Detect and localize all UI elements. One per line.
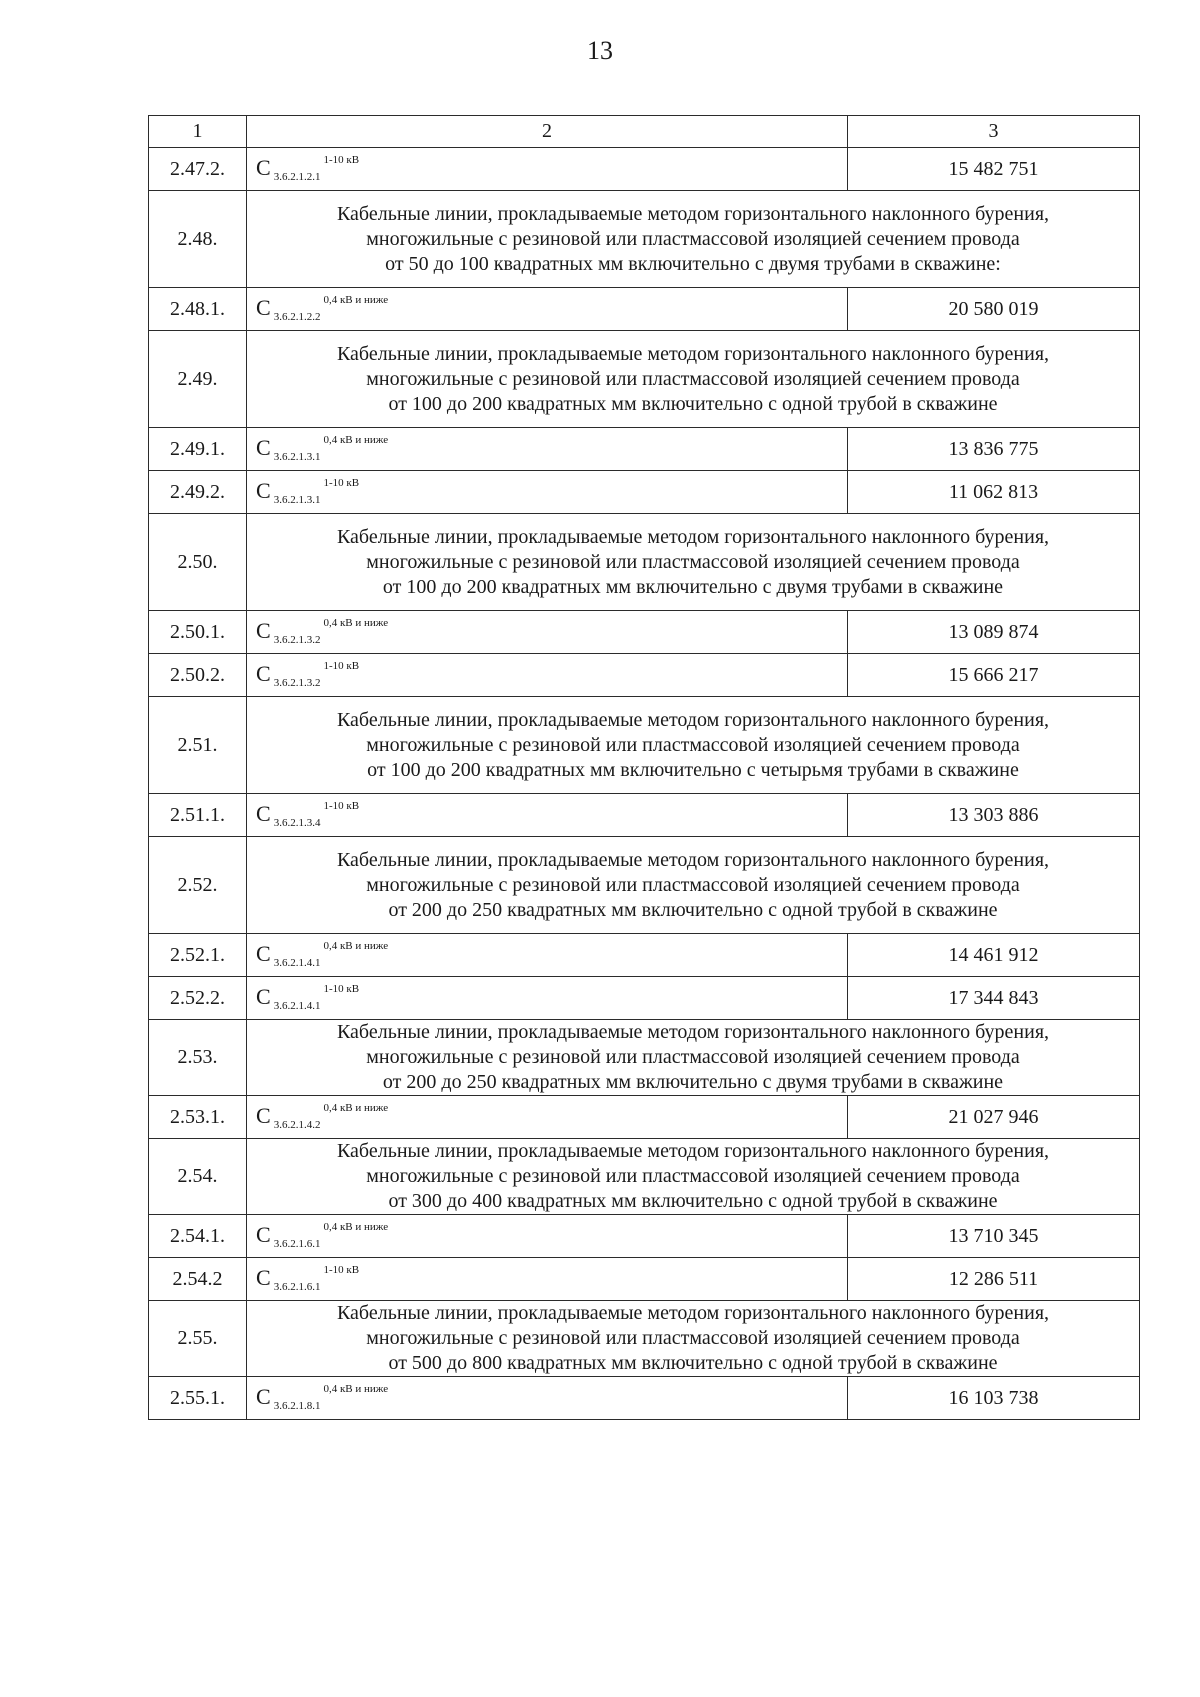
table-row xyxy=(149,1215,1140,1258)
rate-symbol: C xyxy=(256,1222,271,1247)
header-col-1: 1 xyxy=(149,116,247,148)
rate-code xyxy=(247,654,848,697)
section-description xyxy=(247,837,1140,934)
row-number: 2.49.2. xyxy=(149,471,247,514)
description-line: Кабельные линии, прокладываемые методом горизонтального наклонного бурения, xyxy=(336,1140,1050,1162)
rate-symbol: C xyxy=(256,941,271,966)
rate-code-index: 3.6.2.1.6.1 xyxy=(273,1281,321,1293)
rate-code-index: 3.6.2.1.4.1 xyxy=(273,1000,321,1012)
rate-code xyxy=(247,1096,848,1139)
description-line: от 200 до 250 квадратных мм включительно с двумя трубами в скважине xyxy=(382,1071,1004,1093)
description-line: многожильные с резиновой или пластмассовой изоляцией сечением провода xyxy=(366,733,1020,756)
description-line: от 100 до 200 квадратных мм включительно с одной трубой в скважине xyxy=(388,392,998,415)
section-row xyxy=(149,1139,1140,1215)
row-number: 2.48.1. xyxy=(149,288,247,331)
rate-code xyxy=(247,148,848,191)
row-number: 2.51.1. xyxy=(149,794,247,837)
rate-code-index: 3.6.2.1.8.1 xyxy=(273,1400,321,1412)
rate-value: 13 836 775 xyxy=(848,428,1140,471)
row-number: 2.55. xyxy=(149,1301,247,1377)
header-col-3: 3 xyxy=(848,116,1140,148)
table-row xyxy=(149,1258,1140,1301)
section-row xyxy=(149,1301,1140,1377)
rate-value: 14 461 912 xyxy=(848,934,1140,977)
voltage-class: 1-10 кВ xyxy=(323,1264,360,1276)
rate-value: 13 710 345 xyxy=(848,1215,1140,1258)
row-number: 2.50. xyxy=(149,514,247,611)
description-line: Кабельные линии, прокладываемые методом горизонтального наклонного бурения, xyxy=(336,708,1050,731)
row-number: 2.55.1. xyxy=(149,1377,247,1420)
voltage-class: 0,4 кВ и ниже xyxy=(323,294,389,306)
section-row xyxy=(149,837,1140,934)
rate-symbol: C xyxy=(256,984,271,1009)
row-number: 2.50.2. xyxy=(149,654,247,697)
section-row xyxy=(149,697,1140,794)
description-line: Кабельные линии, прокладываемые методом горизонтального наклонного бурения, xyxy=(336,1021,1050,1043)
table-row xyxy=(149,977,1140,1020)
rate-value: 17 344 843 xyxy=(848,977,1140,1020)
rate-value: 15 666 217 xyxy=(848,654,1140,697)
description-line: Кабельные линии, прокладываемые методом горизонтального наклонного бурения, xyxy=(336,202,1050,225)
row-number: 2.52.2. xyxy=(149,977,247,1020)
section-description xyxy=(247,1020,1140,1096)
rate-code-index: 3.6.2.1.6.1 xyxy=(273,1238,321,1250)
section-description xyxy=(247,191,1140,288)
rates-table xyxy=(148,115,1140,1420)
rate-symbol: C xyxy=(256,1265,271,1290)
row-number: 2.48. xyxy=(149,191,247,288)
table-header-row xyxy=(149,116,1140,148)
section-description xyxy=(247,1301,1140,1377)
voltage-class: 0,4 кВ и ниже xyxy=(323,617,389,629)
description-line: от 300 до 400 квадратных мм включительно с одной трубой в скважине xyxy=(388,1190,998,1212)
rate-symbol: C xyxy=(256,801,271,826)
row-number: 2.49. xyxy=(149,331,247,428)
voltage-class: 0,4 кВ и ниже xyxy=(323,940,389,952)
description-line: Кабельные линии, прокладываемые методом горизонтального наклонного бурения, xyxy=(336,342,1050,365)
rate-value: 13 303 886 xyxy=(848,794,1140,837)
rate-code xyxy=(247,1258,848,1301)
rate-symbol: C xyxy=(256,155,271,180)
rate-code xyxy=(247,977,848,1020)
rate-code-index: 3.6.2.1.3.2 xyxy=(273,634,321,646)
description-line: многожильные с резиновой или пластмассовой изоляцией сечением провода xyxy=(366,1165,1020,1187)
page-number: 13 xyxy=(587,36,613,65)
row-number: 2.51. xyxy=(149,697,247,794)
voltage-class: 0,4 кВ и ниже xyxy=(323,434,389,446)
description-line: от 500 до 800 квадратных мм включительно с одной трубой в скважине xyxy=(388,1352,998,1374)
rate-symbol: C xyxy=(256,1103,271,1128)
table-row xyxy=(149,1377,1140,1420)
description-line: от 100 до 200 квадратных мм включительно с двумя трубами в скважине xyxy=(382,575,1004,598)
section-row xyxy=(149,331,1140,428)
table-row xyxy=(149,428,1140,471)
description-line: многожильные с резиновой или пластмассовой изоляцией сечением провода xyxy=(366,1327,1020,1349)
rate-code xyxy=(247,288,848,331)
rate-value: 13 089 874 xyxy=(848,611,1140,654)
header-col-2: 2 xyxy=(247,116,848,148)
table-row xyxy=(149,654,1140,697)
section-description xyxy=(247,514,1140,611)
row-number: 2.53.1. xyxy=(149,1096,247,1139)
rate-code xyxy=(247,471,848,514)
description-line: Кабельные линии, прокладываемые методом горизонтального наклонного бурения, xyxy=(336,1302,1050,1324)
rate-code-index: 3.6.2.1.3.1 xyxy=(273,451,321,463)
rate-code-index: 3.6.2.1.3.1 xyxy=(273,494,321,506)
section-description xyxy=(247,1139,1140,1215)
voltage-class: 1-10 кВ xyxy=(323,660,360,672)
description-line: от 100 до 200 квадратных мм включительно с четырьмя трубами в скважине xyxy=(367,758,1019,781)
row-number: 2.54.2 xyxy=(149,1258,247,1301)
rate-symbol: C xyxy=(256,478,271,503)
section-row xyxy=(149,514,1140,611)
rate-code xyxy=(247,1215,848,1258)
table-row xyxy=(149,288,1140,331)
section-description xyxy=(247,331,1140,428)
description-line: многожильные с резиновой или пластмассовой изоляцией сечением провода xyxy=(366,1046,1020,1068)
rate-code-index: 3.6.2.1.3.4 xyxy=(273,817,321,829)
section-description xyxy=(247,697,1140,794)
rate-code xyxy=(247,934,848,977)
rate-value: 12 286 511 xyxy=(848,1258,1140,1301)
description-line: многожильные с резиновой или пластмассовой изоляцией сечением провода xyxy=(366,367,1020,390)
row-number: 2.50.1. xyxy=(149,611,247,654)
table-row xyxy=(149,148,1140,191)
section-row xyxy=(149,191,1140,288)
rate-code-index: 3.6.2.1.4.2 xyxy=(273,1119,321,1131)
description-line: многожильные с резиновой или пластмассовой изоляцией сечением провода xyxy=(366,873,1020,896)
row-number: 2.47.2. xyxy=(149,148,247,191)
rate-code xyxy=(247,794,848,837)
rate-symbol: C xyxy=(256,1384,271,1409)
description-line: Кабельные линии, прокладываемые методом горизонтального наклонного бурения, xyxy=(336,848,1050,871)
voltage-class: 1-10 кВ xyxy=(323,477,360,489)
rate-value: 11 062 813 xyxy=(848,471,1140,514)
table-row xyxy=(149,934,1140,977)
rate-code xyxy=(247,428,848,471)
table-row xyxy=(149,611,1140,654)
rate-code xyxy=(247,611,848,654)
table-row xyxy=(149,471,1140,514)
description-line: от 200 до 250 квадратных мм включительно с одной трубой в скважине xyxy=(388,898,998,921)
voltage-class: 0,4 кВ и ниже xyxy=(323,1221,389,1233)
table-row xyxy=(149,794,1140,837)
table-row xyxy=(149,1096,1140,1139)
row-number: 2.52.1. xyxy=(149,934,247,977)
section-row xyxy=(149,1020,1140,1096)
rate-symbol: C xyxy=(256,435,271,460)
rate-symbol: C xyxy=(256,661,271,686)
voltage-class: 0,4 кВ и ниже xyxy=(323,1383,389,1395)
rate-value: 21 027 946 xyxy=(848,1096,1140,1139)
row-number: 2.53. xyxy=(149,1020,247,1096)
rate-code-index: 3.6.2.1.2.2 xyxy=(273,311,321,323)
rate-symbol: C xyxy=(256,618,271,643)
voltage-class: 1-10 кВ xyxy=(323,983,360,995)
description-line: от 50 до 100 квадратных мм включительно с двумя трубами в скважине: xyxy=(385,252,1001,275)
rate-code xyxy=(247,1377,848,1420)
row-number: 2.54. xyxy=(149,1139,247,1215)
voltage-class: 1-10 кВ xyxy=(323,800,360,812)
rate-code-index: 3.6.2.1.2.1 xyxy=(273,171,321,183)
rate-symbol: C xyxy=(256,295,271,320)
row-number: 2.52. xyxy=(149,837,247,934)
rate-value: 15 482 751 xyxy=(848,148,1140,191)
row-number: 2.54.1. xyxy=(149,1215,247,1258)
rate-value: 20 580 019 xyxy=(848,288,1140,331)
rate-code-index: 3.6.2.1.3.2 xyxy=(273,677,321,689)
description-line: многожильные с резиновой или пластмассовой изоляцией сечением провода xyxy=(366,227,1020,250)
voltage-class: 0,4 кВ и ниже xyxy=(323,1102,389,1114)
row-number: 2.49.1. xyxy=(149,428,247,471)
rate-code-index: 3.6.2.1.4.1 xyxy=(273,957,321,969)
description-line: многожильные с резиновой или пластмассовой изоляцией сечением провода xyxy=(366,550,1020,573)
rate-value: 16 103 738 xyxy=(848,1377,1140,1420)
voltage-class: 1-10 кВ xyxy=(323,154,360,166)
description-line: Кабельные линии, прокладываемые методом горизонтального наклонного бурения, xyxy=(336,525,1050,548)
